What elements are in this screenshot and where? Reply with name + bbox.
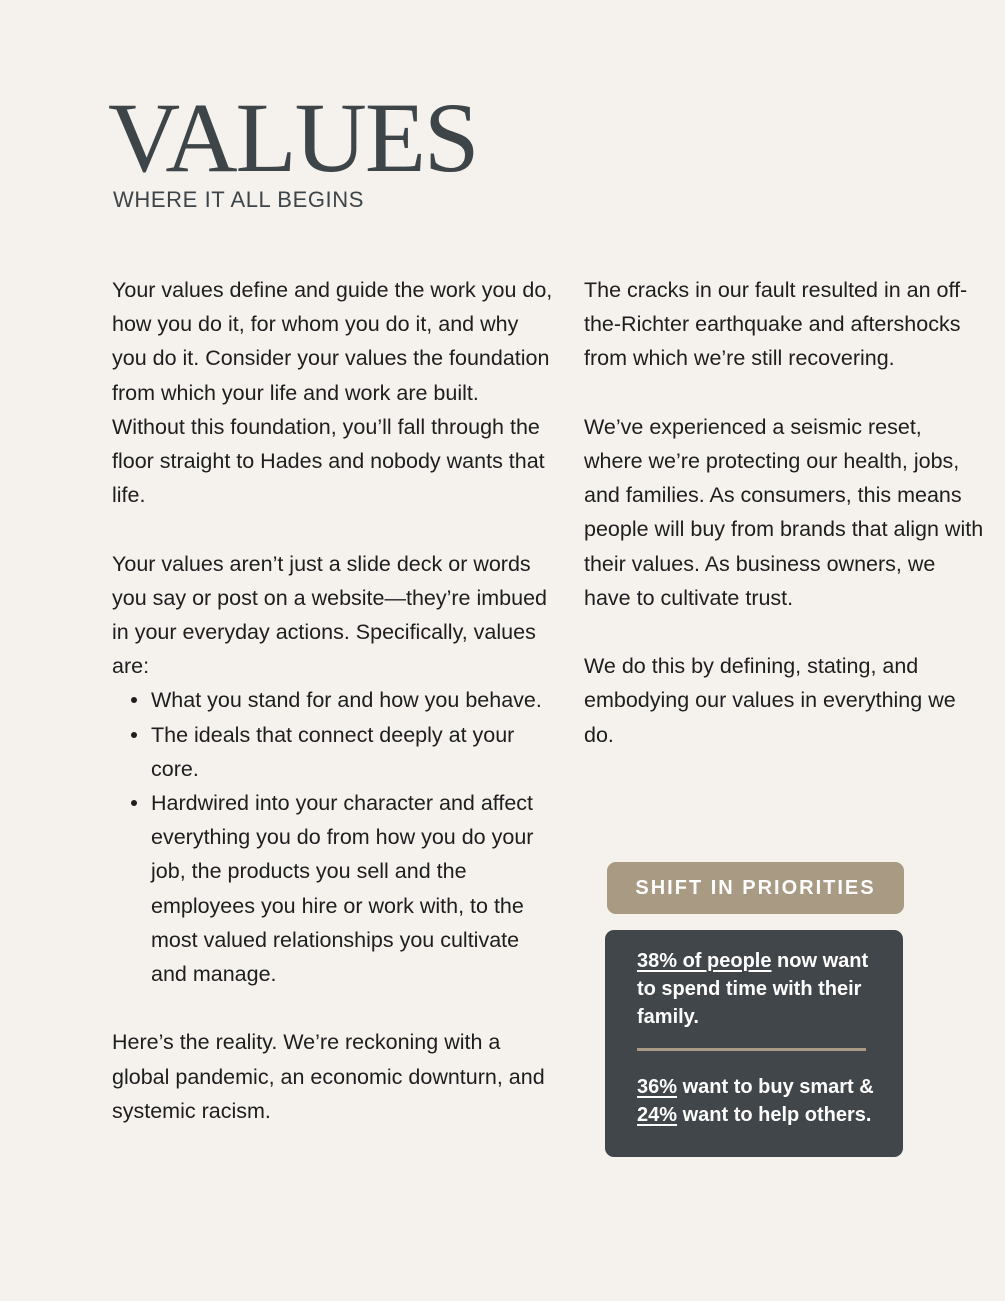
right-column	[584, 273, 984, 786]
stat-help-others-text: want to help others.	[677, 1104, 872, 1126]
stats-card	[605, 930, 903, 1157]
right-paragraph-3: We do this by defining, stating, and embodying our values in everything we do.	[584, 654, 956, 747]
right-paragraph-2: We’ve experienced a seismic reset, where we’re protecting our health, jobs, and families. As consumers, this means people will buy from brands that align with their values. As business owners, we have to cultivate trust.	[584, 414, 984, 610]
stat-family-text: now want to spend time with their family.	[637, 950, 869, 1028]
left-paragraph-3: Here’s the reality. We’re reckoning with a global pandemic, an economic downturn, and systemic racism.	[112, 1030, 545, 1123]
page-subtitle: WHERE IT ALL BEGINS	[113, 187, 365, 212]
values-list-item: What you stand for and how you behave.	[151, 683, 557, 717]
stat-buy-smart-highlight: 36%	[637, 1076, 678, 1098]
stat-buy-help	[637, 1073, 883, 1129]
values-list	[112, 683, 557, 991]
page-title: VALUES	[108, 82, 478, 193]
stat-help-others-highlight: 24%	[637, 1104, 678, 1126]
left-paragraph-1: Your values define and guide the work you do, how you do it, for whom you do it, and why you do it. Consider your values the foundation from which your life and work are built. Without this foundation, you’ll fall through the floor straight to Hades and nobody wants that life.	[112, 278, 553, 508]
stat-family	[637, 947, 883, 1031]
left-column	[112, 273, 557, 1162]
values-list-item: The ideals that connect deeply at your core.	[151, 718, 557, 786]
values-list-item: Hardwired into your character and affect everything you do from how you do your job, the products you sell and the employees you hire or work with, to the most valued relationships you cultivate and manage.	[151, 786, 557, 991]
stat-buy-smart-text: want to buy smart &	[677, 1076, 874, 1098]
stat-family-highlight: 38% of people	[637, 950, 772, 972]
right-paragraph-1: The cracks in our fault resulted in an off-the-Richter earthquake and aftershocks from which we’re still recovering.	[584, 278, 968, 371]
left-paragraph-2: Your values aren’t just a slide deck or words you say or post on a website—they’re imbued in your everyday actions. Specifically, values are:	[112, 551, 548, 679]
shift-in-priorities-badge: SHIFT IN PRIORITIES	[607, 862, 904, 914]
stats-divider	[637, 1048, 866, 1051]
